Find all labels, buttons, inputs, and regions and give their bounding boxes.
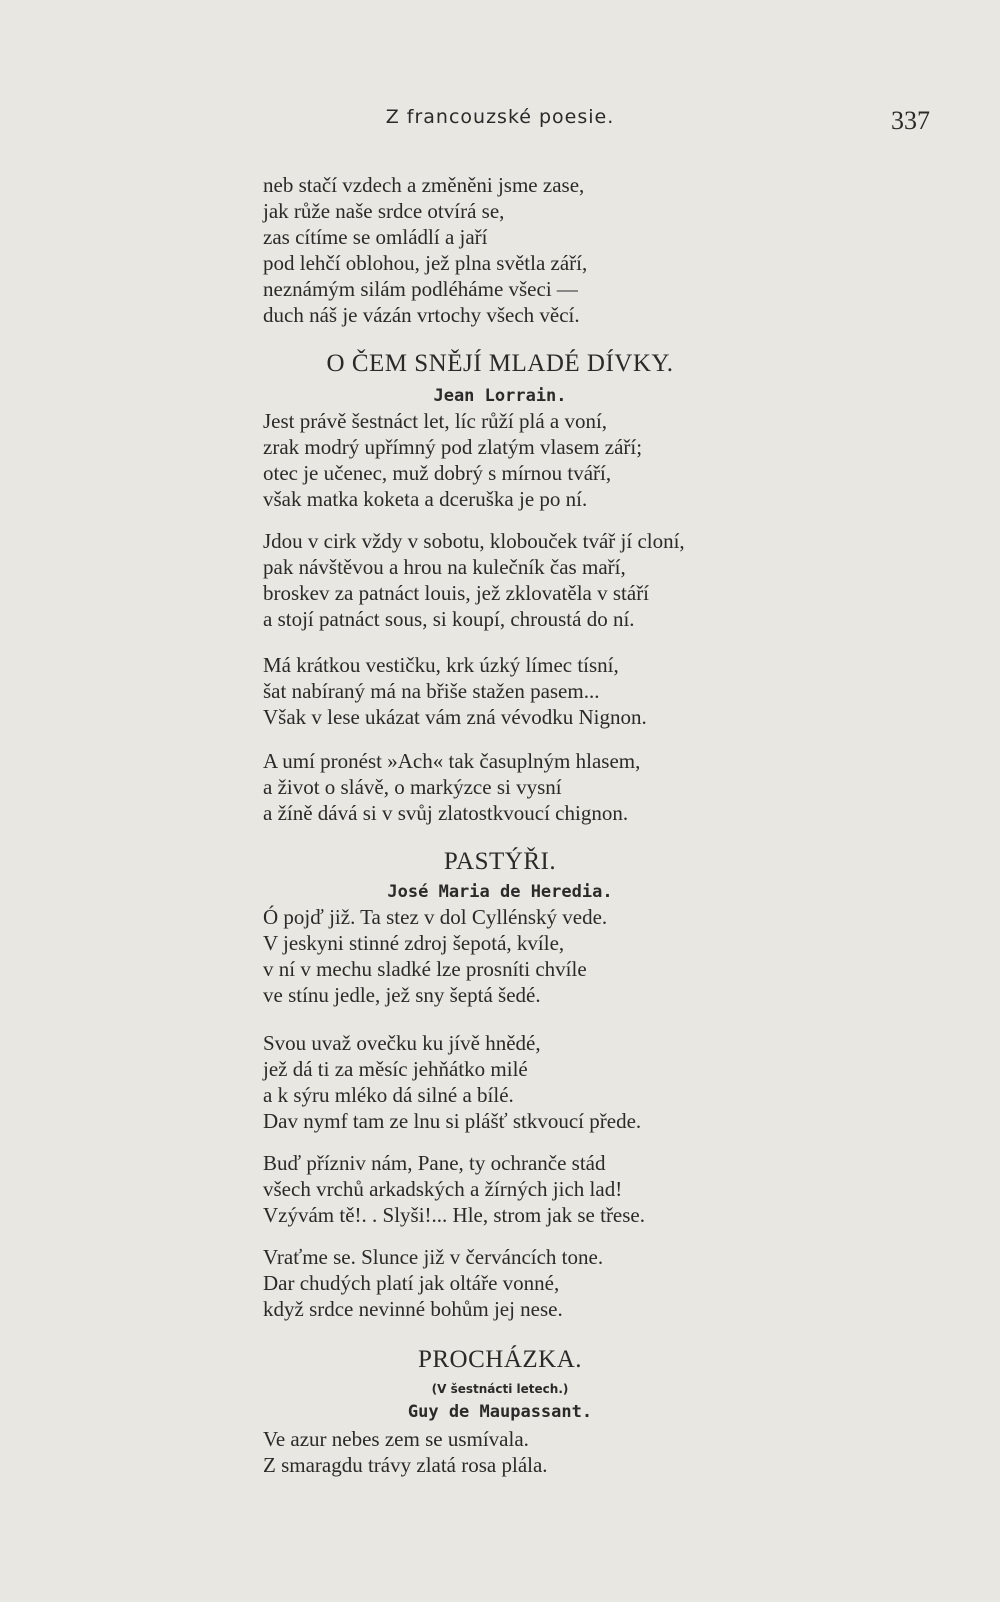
running-header: Z francouzské poesie. (385, 106, 615, 128)
verse-line: Dav nymf tam ze lnu si plášť stkvoucí přede. (263, 1109, 642, 1133)
verse-line: Ó pojď již. Ta stez v dol Cyllénský vede. (263, 905, 608, 929)
stanza (263, 904, 863, 1008)
stanza (263, 528, 863, 632)
verse-line: když srdce nevinné bohům jej nese. (263, 1297, 563, 1321)
verse-line: pod lehčí oblohou, jež plna světla září, (263, 251, 588, 275)
verse-line: duch náš je vázán vrtochy všech věcí. (263, 303, 580, 327)
verse-line: všech vrchů arkadských a žírných jich lad! (263, 1177, 623, 1201)
verse-line: Vraťme se. Slunce již v červáncích tone. (263, 1245, 604, 1269)
verse-line: a žíně dává si v svůj zlatostkvoucí chignon. (263, 801, 629, 825)
poem-title: O ČEM SNĚJÍ MLADÉ DÍVKY. (326, 350, 674, 377)
intro-stanza (263, 172, 863, 328)
verse-line: Ve azur nebes zem se usmívala. (263, 1427, 529, 1451)
poem-title: PROCHÁZKA. (417, 1346, 583, 1373)
poem-author: Guy de Maupassant. (407, 1402, 593, 1422)
verse-line: jež dá ti za měsíc jehňátko milé (263, 1057, 528, 1081)
verse-line: v ní v mechu sladké lze prosníti chvíle (263, 957, 587, 981)
stanza (263, 1150, 863, 1228)
poem-title: PASTÝŘI. (443, 848, 557, 875)
verse-line: pak návštěvou a hrou na kulečník čas maří, (263, 555, 626, 579)
stanza (263, 748, 863, 826)
verse-line: Vzývám tě!. . Slyši!... Hle, strom jak se třese. (263, 1203, 645, 1227)
poem-author: José Maria de Heredia. (387, 882, 613, 902)
verse-line: a stojí patnáct sous, si koupí, chroustá do ní. (263, 607, 635, 631)
stanza (263, 1426, 863, 1478)
verse-line: neznámým silám podléháme všeci — (263, 277, 578, 301)
verse-line: Jest právě šestnáct let, líc růží plá a voní, (263, 409, 608, 433)
verse-line: Z smaragdu trávy zlatá rosa plála. (263, 1453, 548, 1477)
verse-line: broskev za patnáct louis, jež zklovatěla v stáří (263, 581, 650, 605)
stanza (263, 1030, 863, 1134)
verse-line: však matka koketa a dceruška je po ní. (263, 487, 588, 511)
verse-line: Dar chudých platí jak oltáře vonné, (263, 1271, 560, 1295)
verse-line: a k sýru mléko dá silné a bílé. (263, 1083, 514, 1107)
stanza (263, 652, 863, 730)
poem-author: Jean Lorrain. (433, 386, 567, 406)
verse-line: šat nabíraný má na břiše stažen pasem... (263, 679, 600, 703)
verse-line: Buď přízniv nám, Pane, ty ochranče stád (263, 1151, 606, 1175)
verse-line: zrak modrý upřímný pod zlatým vlasem září; (263, 435, 643, 459)
verse-line: A umí pronést »Ach« tak časuplným hlasem, (263, 749, 641, 773)
verse-line: zas cítíme se omládlí a jaří (263, 225, 488, 249)
verse-line: ve stínu jedle, jež sny šeptá šedé. (263, 983, 541, 1007)
verse-line: V jeskyni stinné zdroj šepotá, kvíle, (263, 931, 565, 955)
verse-line: Má krátkou vestičku, krk úzký límec tísní, (263, 653, 619, 677)
stanza (263, 408, 863, 512)
verse-line: neb stačí vzdech a změněni jsme zase, (263, 173, 585, 197)
poem-subtitle: (V šestnácti letech.) (431, 1382, 569, 1396)
stanza (263, 1244, 863, 1322)
page-number: 337 (891, 106, 930, 135)
verse-line: jak růže naše srdce otvírá se, (263, 199, 505, 223)
verse-line: otec je učenec, muž dobrý s mírnou tváří, (263, 461, 612, 485)
verse-line: Však v lese ukázat vám zná vévodku Nignon. (263, 705, 647, 729)
verse-line: a život o slávě, o markýzce si vysní (263, 775, 562, 799)
verse-line: Jdou v cirk vždy v sobotu, klobouček tvář jí cloní, (263, 529, 685, 553)
verse-line: Svou uvaž ovečku ku jívě hnědé, (263, 1031, 541, 1055)
